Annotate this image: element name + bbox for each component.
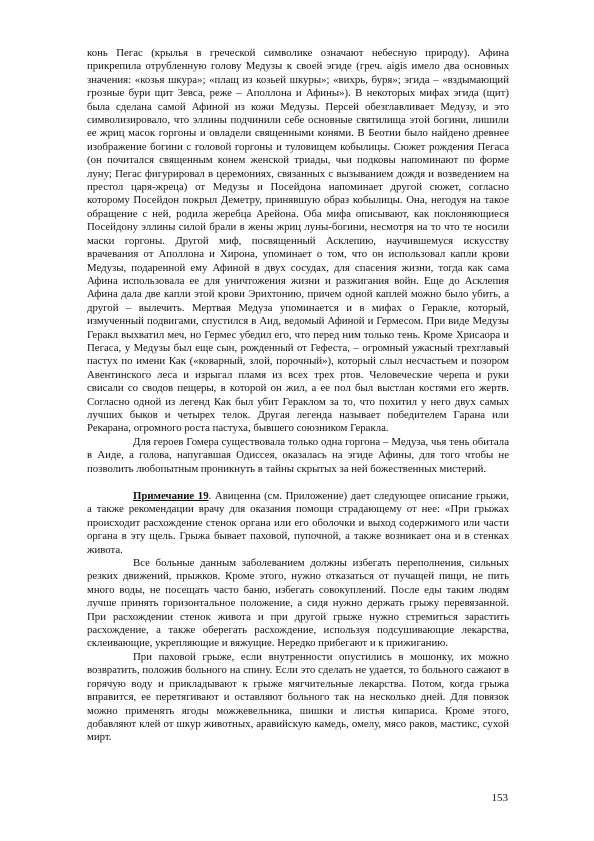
paragraph-hernia-patients: Все больные данным заболеванием должны избегать переполнения, сильных резких движений, прыжков. Кроме этого, нужно отказаться от пучащей пищи, не пить много воды, не посещать часто баню, избегать совокуплений. После еды таким людям лучше принять горизонтальное положение, а сидя нужно держать грыжу перевязанной. При расхождении стенок живота и при другой грыже нужно стремиться зарастить расхождение, а также оберегать расхождение, используя подсушивающие лекарства, склеивающие, укрепляющие и вяжущие. Нередко прибегают и к прижиганию. [87, 557, 509, 650]
note-19-text: . Авиценна (см. Приложение) дает следующее описание грыжи, а также рекомендации врачу для оказания помощи страдающему от нее: «При грыжах происходит расхождение стенок органа или его оболочки и выход содержимого или части органа в эту щель. Грыжа бывает паховой, пупочной, а также возникает она и в стенках живота. [87, 490, 509, 556]
paragraph-medusa-myths: конь Пегас (крылья в греческой символике означают небесную природу). Афина прикрепила отрубленную голову Медузы к своей эгиде (греч. aigis имело два основных значения: «козья шкура»; «плащ из козьей шкуры»; «вихрь, буря»; эгида – «вздымающий грозные бури щит Зевса, реже – Аполлона и Афины»). В некоторых мифах эгида (щит) была сделана самой Афиной из кожи Медузы. Персей обезглавливает Медузу, и это символизировало, что эллины подчинили себе основные святилища этой богини, лишили ее жриц масок горгоны и овладели священными конями. В Беотии было найдено древнее изображение богини с головой горгоны и туловищем кобылицы. Сюжет рождения Пегаса (он почитался священным конем женской триады, чьи подковы напоминают по форме луну; Пегас фигурировал в церемониях, связанных с вызыванием дождя и возведением на престол царя-жреца) от Медузы и Посейдона напоминает другой сюжет, согласно которому Посейдон покрыл Деметру, принявшую образ кобылицы. Она, негодуя на такое обращение с ней, родила жеребца Арейона. Оба мифа описывают, как поклоняющиеся Посейдону эллины силой брали в жены жриц луны-богини, несмотря на то что те носили маски горгоны. Другой миф, посвященный Асклепию, научившемуся искусству врачевания от Аполлона и Хирона, упоминает о том, что он использовал капли крови Медузы, подаренной ему Афиной в двух сосудах, для спасения жизни, тогда как сама Афина использовала ее для уничтожения жизни и разжигания войн. Еще до Асклепия Афина дала две капли этой крови Эрихтонию, причем одной каплей можно было убить, а другой – вылечить. Мертвая Медуза упоминается и в мифах о Геракле, который, измученный подвигами, спустился в Аид, ведомый Афиной и Гермесом. При виде Медузы Геракл выхватил меч, но Гермес убедил его, что перед ним только тень. Кроме Хрисаора и Пегаса, у Медузы был еще сын, рожденный от Гефеста, – огромный ужасный трехглавый пастух по имени Как («коварный, злой, порочный»), который слыл несчастьем и позором Авентинского леса и изрыгал пламя из всех трех ртов. Человеческие черепа и руки свисали со сводов пещеры, в которой он жил, а ее пол был выстлан костями его жертв. Согласно одной из легенд Как был убит Гераклом за то, что похитил у него двух самых лучших быков и четырех телок. Другая легенда называет победителем Гарана или Рекарана, огромного роста пастуха, бывшего союзником Геракла. [87, 47, 509, 435]
page-number: 153 [491, 792, 508, 804]
note-19-intro [87, 490, 509, 557]
paragraph-homer-gorgon: Для героев Гомера существовала только одна горгона – Медуза, чья тень обитала в Аиде, а голова, напугавшая Одиссея, оказалась на эгиде Афины, для того чтобы не позволить любопытным проникнуть в тайны скрытых за ней божественных мистерий. [87, 435, 509, 475]
paragraph-inguinal-hernia: При паховой грыже, если внутренности опустились в мошонку, их можно возвратить, положив больного на спину. Если это сделать не удается, то больного сажают в горячую воду и прикладывают к грыже мягчительные лекарства. Потом, когда грыжа вправится, ее перетягивают и оставляют больного так на несколько дней. Для повязок можно применять ягоды можжевельника, шишки и листья кипариса. Кроме этого, добавляют клей от шкур животных, аравийскую камедь, омелу, мясо раков, мастикс, сухой мирт. [87, 650, 509, 744]
page-body [87, 47, 509, 745]
note-19-label: Примечание 19 [133, 490, 209, 502]
